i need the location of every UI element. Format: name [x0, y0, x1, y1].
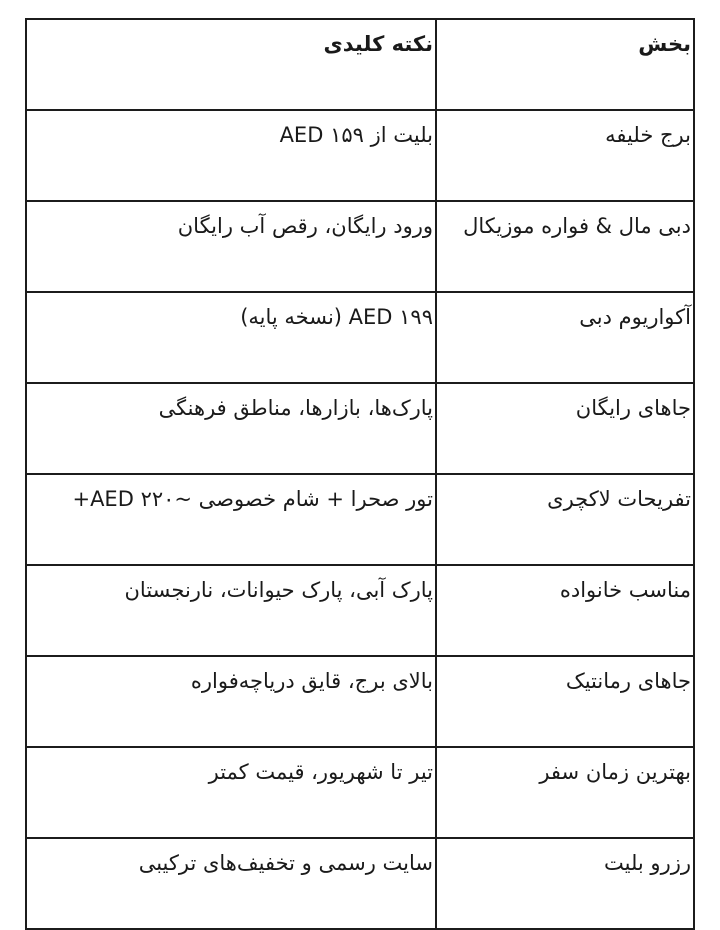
section-cell: برج خلیفه — [436, 110, 694, 201]
section-cell: جاهای رمانتیک — [436, 656, 694, 747]
table-header-row — [26, 19, 694, 110]
section-cell: جاهای رایگان — [436, 383, 694, 474]
header-key-note: نکته کلیدی — [26, 19, 436, 110]
note-cell: سایت رسمی و تخفیف‌های ترکیبی — [26, 838, 436, 929]
note-cell: بالای برج، قایق دریاچه‌فواره — [26, 656, 436, 747]
section-cell: مناسب خانواده — [436, 565, 694, 656]
table-row — [26, 110, 694, 201]
note-cell: بلیت از ۱۵۹ AED — [26, 110, 436, 201]
section-cell: بهترین زمان سفر — [436, 747, 694, 838]
note-cell: پارک آبی، پارک حیوانات، نارنجستان — [26, 565, 436, 656]
note-cell: ورود رایگان، رقص آب رایگان — [26, 201, 436, 292]
section-cell: آکواریوم دبی — [436, 292, 694, 383]
header-section: بخش — [436, 19, 694, 110]
table-row — [26, 474, 694, 565]
note-cell: AED ۱۹۹ (نسخه پایه) — [26, 292, 436, 383]
note-cell: تیر تا شهریور، قیمت کمتر — [26, 747, 436, 838]
table-row — [26, 383, 694, 474]
section-cell: رزرو بلیت — [436, 838, 694, 929]
note-cell: پارک‌ها، بازارها، مناطق فرهنگی — [26, 383, 436, 474]
table-row — [26, 201, 694, 292]
table-row — [26, 656, 694, 747]
section-cell: دبی مال & فواره موزیکال — [436, 201, 694, 292]
table-row — [26, 747, 694, 838]
section-cell: تفریحات لاکچری — [436, 474, 694, 565]
table-row — [26, 838, 694, 929]
table-row — [26, 292, 694, 383]
table-row — [26, 565, 694, 656]
info-table — [25, 18, 695, 930]
note-cell: تور صحرا + شام خصوصی ~۲۲۰ AED+ — [26, 474, 436, 565]
